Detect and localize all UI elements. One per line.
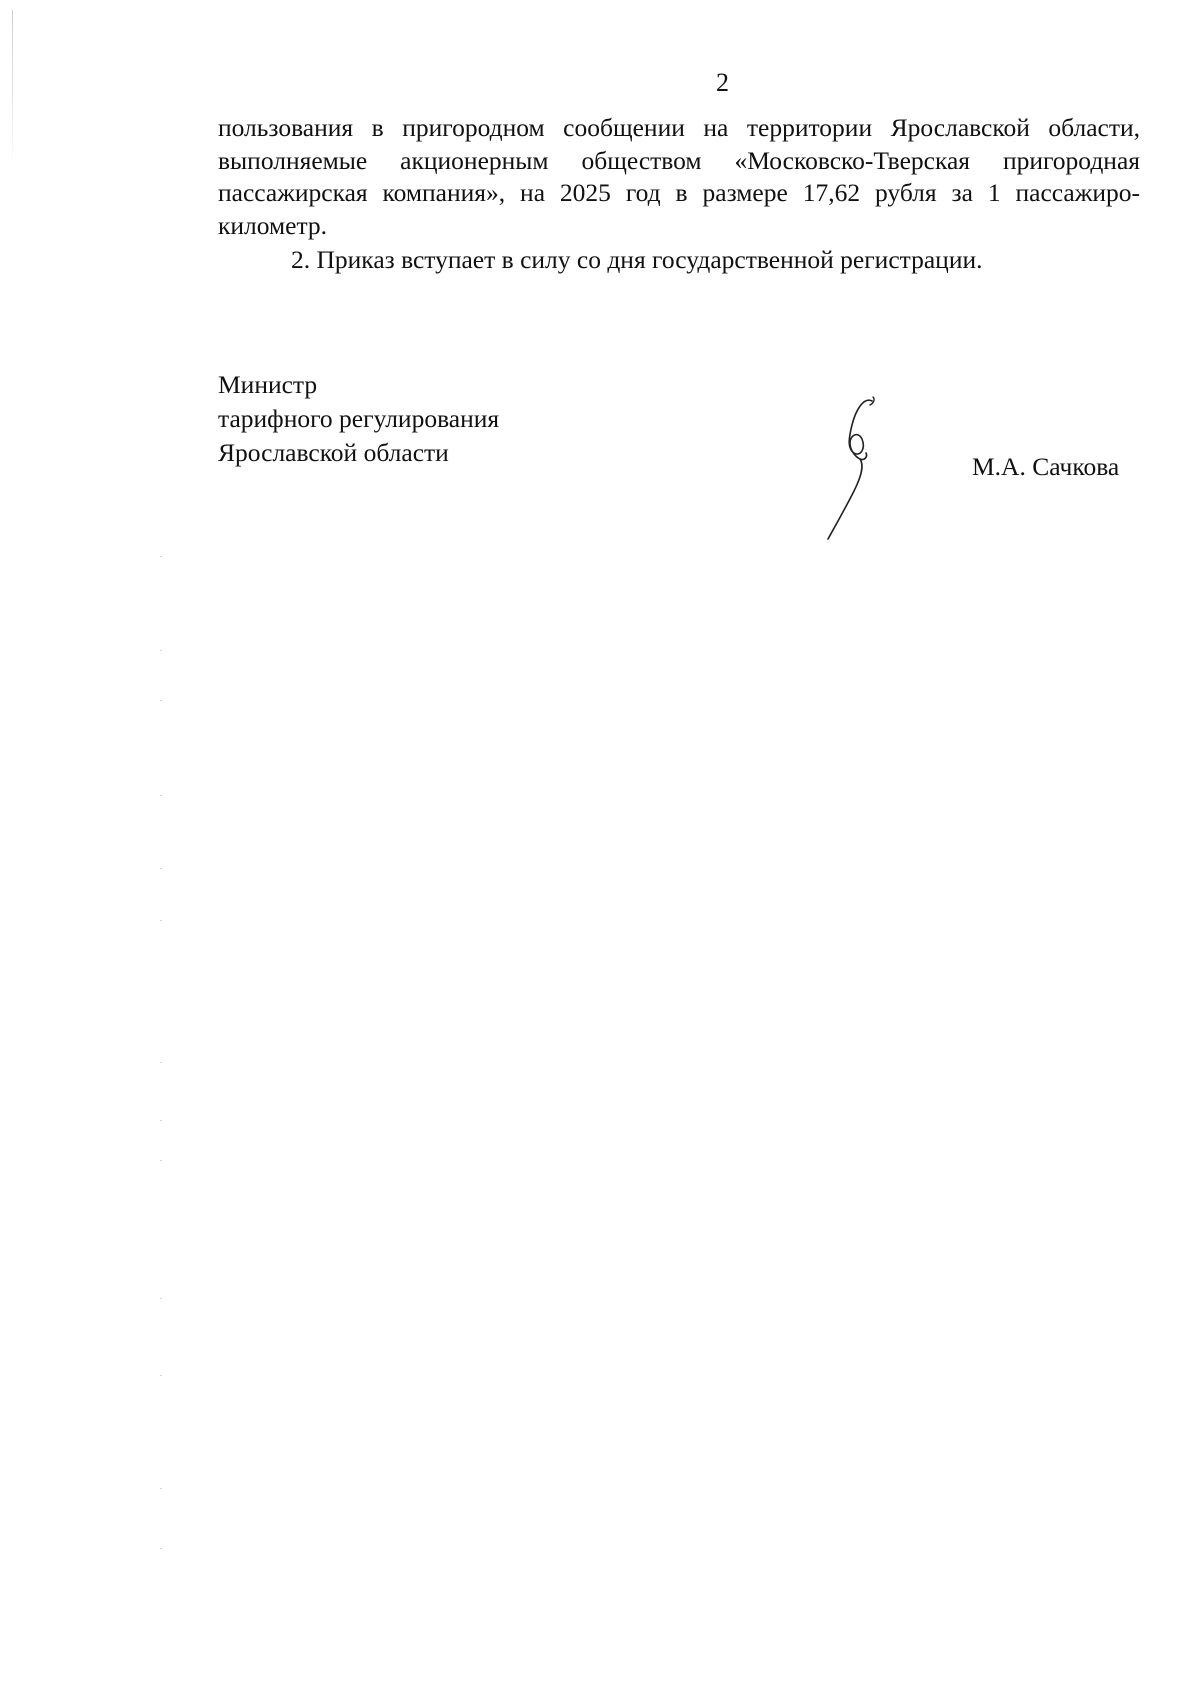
scan-edge-line [12,10,13,170]
body-paragraph-continuation: пользования в пригородном сообщении на территории Ярославской области, выполняемые акционерным обществом «Московско-Тверская пригородная пассажирская компания», на 2025 год в размере 17,62 рубля за 1 пассажиро-километр. [218,113,1140,240]
handwritten-signature [810,395,910,545]
signatory-position-line-1: Министр [218,370,318,399]
signatory-position-line-3: Ярославской области [218,438,449,467]
document-body [218,112,1140,277]
page-number: 2 [716,68,729,97]
margin-scan-specks [160,0,168,1698]
signatory-position-block [218,368,499,470]
signer-name: М.А. Сачкова [972,452,1120,481]
body-paragraph-effective-date: 2. Приказ вступает в силу со дня государственной регистрации. [291,245,983,274]
signatory-position-line-2: тарифного регулирования [218,404,500,433]
